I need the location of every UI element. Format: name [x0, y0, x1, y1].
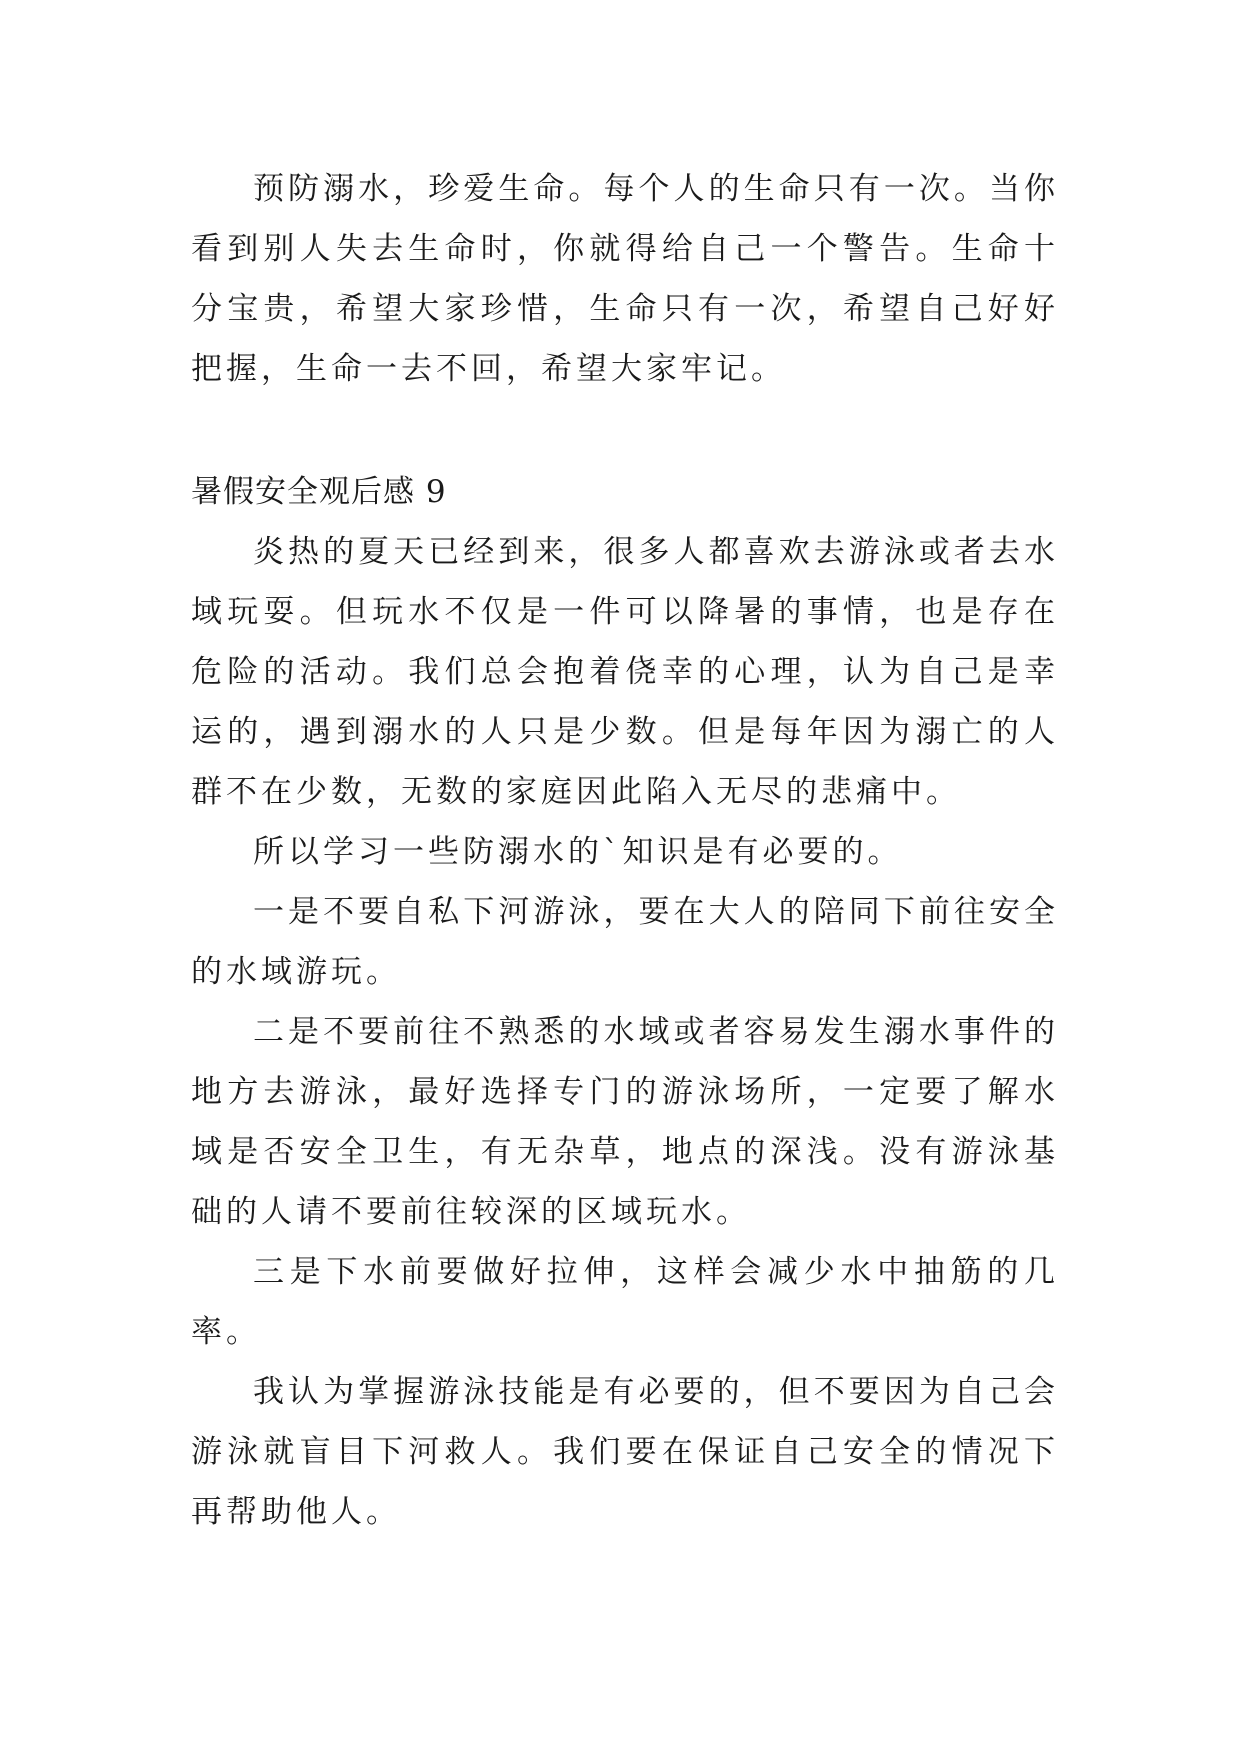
body-paragraph-4: 二是不要前往不熟悉的水域或者容易发生溺水事件的地方去游泳，最好选择专门的游泳场所，一定要了解水域是否安全卫生，有无杂草，地点的深浅。没有游泳基础的人请不要前往较深的区域玩水。: [191, 1014, 1059, 1230]
body-paragraph-3: 一是不要自私下河游泳，要在大人的陪同下前往安全的水域游玩。: [191, 894, 1059, 990]
section-spacer: [191, 399, 1059, 462]
body-paragraph-2: 所以学习一些防溺水的`知识是有必要的。: [253, 834, 903, 870]
intro-paragraph: 预防溺水，珍爱生命。每个人的生命只有一次。当你看到别人失去生命时，你就得给自己一个警告。生命十分宝贵，希望大家珍惜，生命只有一次，希望自己好好把握，生命一去不回，希望大家牢记。: [191, 171, 1059, 387]
body-paragraph-5: 三是下水前要做好拉伸，这样会减少水中抽筋的几率。: [191, 1254, 1059, 1350]
body-paragraph-1: 炎热的夏天已经到来，很多人都喜欢去游泳或者去水域玩耍。但玩水不仅是一件可以降暑的事情，也是存在危险的活动。我们总会抱着侥幸的心理，认为自己是幸运的，遇到溺水的人只是少数。但是每年因为溺亡的人群不在少数，无数的家庭因此陷入无尽的悲痛中。: [191, 534, 1059, 810]
body-paragraph-6: 我认为掌握游泳技能是有必要的，但不要因为自己会游泳就盲目下河救人。我们要在保证自己安全的情况下再帮助他人。: [191, 1374, 1059, 1530]
document-body: [191, 159, 1059, 1542]
section-title: 暑假安全观后感 9: [191, 474, 447, 510]
